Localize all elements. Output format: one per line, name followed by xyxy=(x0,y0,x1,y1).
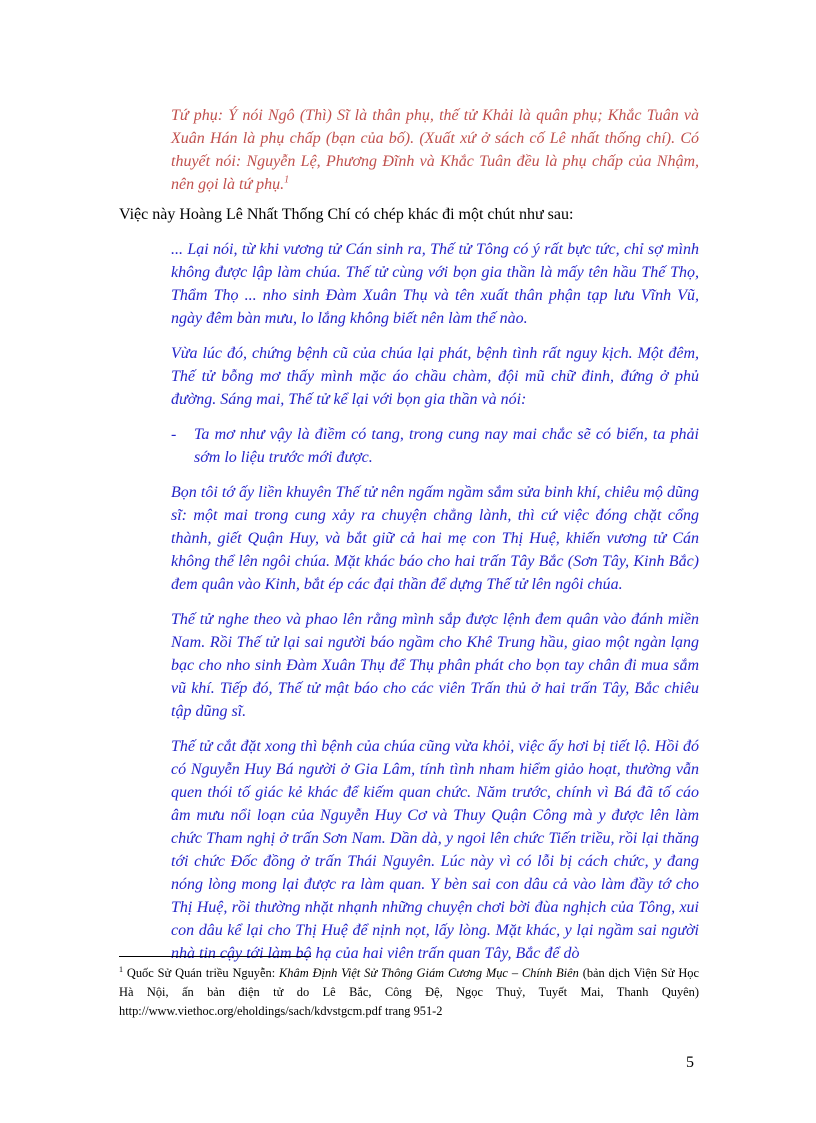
passage-paragraph-5: Thế tử cắt đặt xong thì bệnh của chúa cũng vừa khỏi, việc ấy hơi bị tiết lộ. Hồi đó có Nguyễn Huy Bá người ở Gia Lâm, tính tình nham hiểm giảo hoạt, thường vẫn quen thói tố giác kẻ khác để kiếm quan chức. Năm trước, chính vì Bá đã tố cáo âm mưu nổi loạn của Nguyễn Huy Cơ và Thuy Quận Công mà y được lên làm chức Tham nghị ở trấn Sơn Nam. Dần dà, y ngoi lên chức Tiến triều, rồi lại thăng tới chức Đốc đồng ở trấn Thái Nguyên. Lúc này vì có lỗi bị cách chức, y đang nóng lòng mong lại được ra làm quan. Y bèn sai con dâu cả vào làm đầy tớ cho Thị Huệ, rồi thường nhặt nhạnh những chuyện chơi bời đùa nghịch của Tông, xui con dâu kể lại cho Thị Huệ để nịnh nọt, lấy lòng. Mặt khác, y lại ngầm sai người nhà tin cậy tới làm bộ hạ của hai viên trấn quan Tây, Bắc để dò xyxy=(171,738,699,962)
footnote-prefix: Quốc Sử Quán triều Nguyễn: xyxy=(126,966,280,980)
footnote-book-title: Khâm Định Việt Sử Thông Giám Cương Mục – Chính Biên xyxy=(279,966,579,980)
intro-paragraph: Việc này Hoàng Lê Nhất Thống Chí có chép khác đi một chút như sau: xyxy=(119,206,574,223)
footnote-1 xyxy=(119,964,699,1021)
passage-paragraph-1: ... Lại nói, từ khi vương tử Cán sinh ra, Thế tử Tông có ý rất bực tức, chỉ sợ mình không được lập làm chúa. Thế tử cùng với bọn gia thần là mấy tên hầu Thế Thọ, Thẩm Thọ ... nho sinh Đàm Xuân Thụ và tên xuất thân phận tạp lưu Vĩnh Vũ, ngày đêm bàn mưu, lo lắng không biết nên làm thế nào. xyxy=(171,241,699,327)
dash-bullet: - xyxy=(171,426,177,443)
quote-tu-phu-text: Tứ phụ: Ý nói Ngô (Thì) Sĩ là thân phụ, thế tử Khải là quân phụ; Khắc Tuân và Xuân Hán là phụ chấp (bạn của bố). (Xuất xứ ở sách cố Lê nhất thống chí). Có thuyết nói: Nguyễn Lệ, Phương Đĩnh và Khắc Tuân đều là phụ chấp của Nhậm, nên gọi là tứ phụ. xyxy=(171,107,699,193)
quote-tu-phu xyxy=(171,104,699,196)
passage-dialogue-item xyxy=(171,423,699,469)
footnote-separator xyxy=(119,956,311,957)
quoted-passage xyxy=(171,238,699,977)
page-number: 5 xyxy=(686,1054,694,1071)
passage-paragraph-3: Bọn tôi tớ ấy liền khuyên Thế tử nên ngấm ngầm sắm sửa binh khí, chiêu mộ dũng sĩ: một mai trong cung xảy ra chuyện chẳng lành, thì cứ việc đóng chặt cổng thành, giết Quận Huy, và bắt giữ cả hai mẹ con Thị Huệ, khiến vương tử Cán không thể lên ngôi chúa. Mặt khác báo cho hai trấn Tây Bắc (Sơn Tây, Kinh Bắc) đem quân vào Kinh, bắt ép các đại thần để dựng Thế tử lên ngôi chúa. xyxy=(171,484,699,593)
passage-paragraph-4: Thế tử nghe theo và phao lên rằng mình sắp được lệnh đem quân vào đánh miền Nam. Rồi Thế tử lại sai người báo ngầm cho Khê Trung hầu, giao một ngàn lạng bạc cho nho sinh Đàm Xuân Thụ để Thụ phân phát cho bọn tay chân đi mua sắm vũ khí. Tiếp đó, Thế tử mật báo cho các viên Trấn thủ ở hai trấn Tây, Bắc chiêu tập dũng sĩ. xyxy=(171,611,699,720)
footnote-suffix: (bản dịch Viện Sử Học Hà Nội, ấn bản điện tử do Lê Bắc, Công Đệ, Ngọc Thuỷ, Tuyết Mai, Thanh Quyên) http://www.viethoc.org/eholdings/sach/kdvstgcm.pdf trang 951-2 xyxy=(119,966,699,1018)
footnote-number: 1 xyxy=(119,964,123,974)
footnote-reference[interactable]: 1 xyxy=(284,174,290,186)
passage-paragraph-2: Vừa lúc đó, chứng bệnh cũ của chúa lại phát, bệnh tình rất nguy kịch. Một đêm, Thế tử bỗng mơ thấy mình mặc áo chầu chàm, đội mũ chữ đinh, đứng ở phủ đường. Sáng mai, Thế tử kể lại với bọn gia thần và nói: xyxy=(171,345,699,408)
dialogue-text: Ta mơ như vậy là điềm có tang, trong cung nay mai chắc sẽ có biến, ta phải sớm lo liệu trước mới được. xyxy=(194,426,699,466)
